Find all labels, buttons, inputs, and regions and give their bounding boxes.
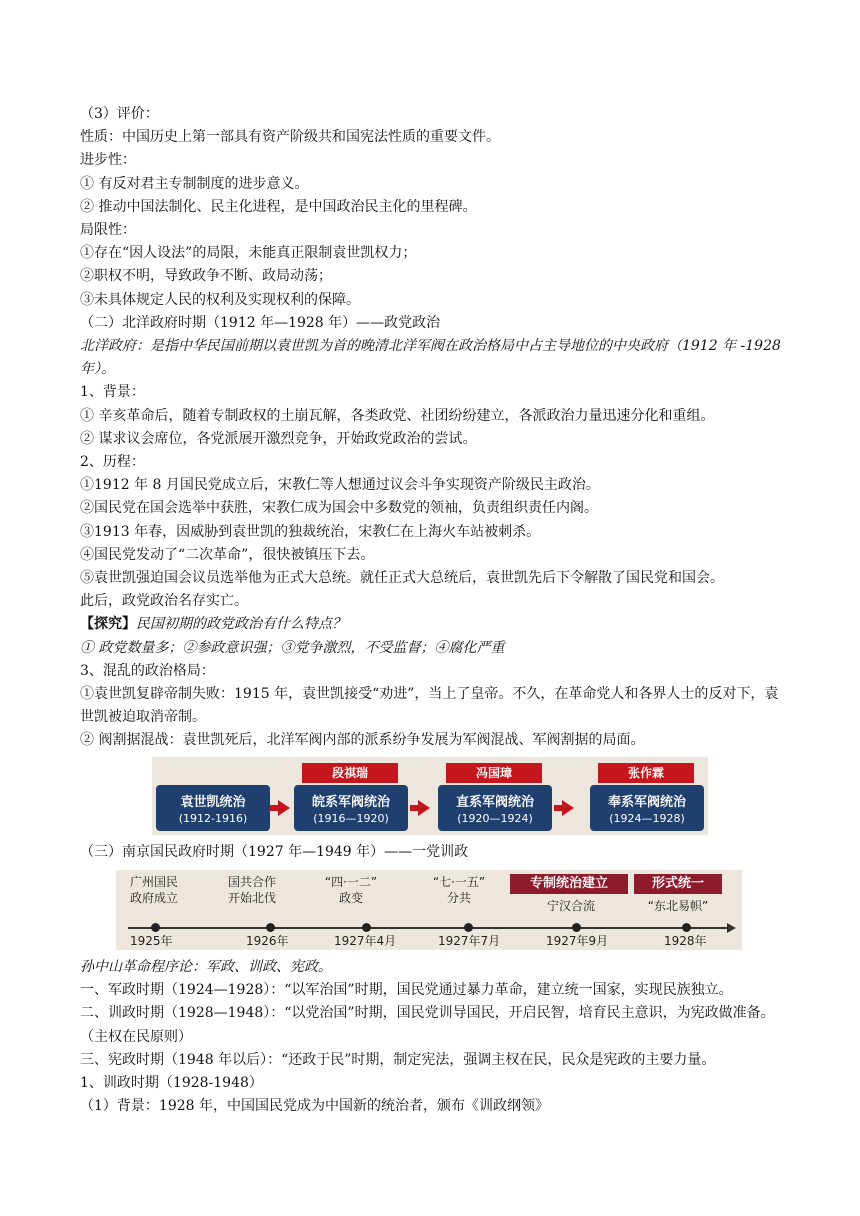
timeline-year: 1927年4月 xyxy=(334,933,397,948)
flow-box-zhili xyxy=(438,785,552,831)
flow-box-title: 奉系军阀统治 xyxy=(607,794,686,810)
text-line: ①袁世凯复辟帝制失败：1915 年，袁世凯接受“劝进”，当上了皇帝。不久，在革命党人和各界人士的反对下，袁世凯被迫取消帝制。 xyxy=(80,686,779,726)
timeline-event: 广州国民 政府成立 xyxy=(129,874,178,905)
text-line: ① 辛亥革命后，随着专制政权的土崩瓦解，各类政党、社团纷纷建立，各派政治力量迅速分化和重组。 xyxy=(80,407,715,424)
right-arrow-icon xyxy=(418,800,430,816)
document-page xyxy=(80,103,784,1118)
text-line: 1、训政时期（1928-1948） xyxy=(80,1074,263,1091)
timeline-dot xyxy=(266,923,275,932)
text-line: （1）背景：1928 年，中国国民党成为中国新的统治者，颁布《训政纲领》 xyxy=(80,1098,549,1115)
text-line: ④国民党发动了“二次革命”，很快被镇压下去。 xyxy=(80,546,375,563)
text-line: 此后，政党政治名存实亡。 xyxy=(80,593,248,610)
text-line: ①存在“因人设法”的局限，未能真正限制袁世凯权力； xyxy=(80,245,417,262)
flow-box-yuan xyxy=(156,785,270,831)
timeline-year: 1926年 xyxy=(246,933,289,948)
text-line: ③1913 年春，因威胁到袁世凯的独裁统治，宋教仁在上海火车站被刺杀。 xyxy=(80,523,541,540)
text-line: ② 谋求议会席位，各党派展开激烈竞争，开始政党政治的尝试。 xyxy=(80,430,477,447)
nanjing-timeline xyxy=(116,870,742,950)
text-line: （3）评价： xyxy=(80,106,159,122)
text-line: 孙中山革命程序论：军政、训政、宪政。 xyxy=(80,958,332,975)
flow-box-title: 直系军阀统治 xyxy=(455,794,534,810)
flow-tag-feng: 冯国璋 xyxy=(446,763,542,783)
timeline-year: 1927年9月 xyxy=(546,933,609,948)
flow-box-title: 袁世凯统治 xyxy=(180,794,246,810)
warlord-rule-flow-diagram xyxy=(152,757,708,835)
timeline-event: “东北易帜” xyxy=(647,898,709,913)
explore-question xyxy=(80,613,784,636)
text-line: 性质：中国历史上第一部具有资产阶级共和国宪法性质的重要文件。 xyxy=(80,129,500,146)
flow-box-fengtian xyxy=(590,785,704,831)
right-arrow-icon xyxy=(562,800,574,816)
timeline-event: 宁汉合流 xyxy=(546,898,595,913)
beiyang-definition: 北洋政府：是指中华民国前期以袁世凯为首的晚清北洋军阀在政治格局中占主导地位的中央政府（1912 年 -1928 年）。 xyxy=(80,338,781,378)
timeline-dot xyxy=(464,923,473,932)
text-line: 二、训政时期（1928—1948）：“以党治国”时期，国民党训导国民，开启民智，培育民主意识，为宪政做准备。（主权在民原则） xyxy=(80,1005,775,1045)
flow-tag-duan: 段祺瑞 xyxy=(302,763,398,783)
beiyang-section xyxy=(80,381,784,613)
timeline-event: “四·一二” 政变 xyxy=(324,874,378,905)
text-line: 进步性： xyxy=(80,152,136,169)
evaluation-section xyxy=(80,103,784,335)
text-line: 2、历程： xyxy=(80,454,145,471)
text-line: ⑤袁世凯强迫国会议员选举他为正式大总统。就任正式大总统后，袁世凯先后下令解散了国民党和国会。 xyxy=(80,570,724,587)
right-arrow-icon xyxy=(278,800,290,816)
text-line: ②国民党在国会选举中获胜，宋教仁成为国会中多数党的领袖，负责组织责任内阁。 xyxy=(80,500,598,517)
flow-box-title: 皖系军阀统治 xyxy=(311,794,390,810)
timeline-year: 1927年7月 xyxy=(438,933,501,948)
text-line: 1、背景： xyxy=(80,384,145,401)
timeline-dot xyxy=(572,923,581,932)
text-line: ② 推动中国法制化、民主化进程，是中国政治民主化的里程碑。 xyxy=(80,198,477,215)
timeline-axis xyxy=(128,927,728,929)
flow-box-period: (1916—1920) xyxy=(313,811,389,825)
explore-tag: 【探究】 xyxy=(80,616,136,633)
text-line: ① 有反对君主专制制度的进步意义。 xyxy=(80,175,309,192)
arrow-head-icon xyxy=(727,923,736,933)
flow-box-period: (1924—1928) xyxy=(609,811,685,825)
flow-box-period: (1920—1924) xyxy=(457,811,533,825)
nanjing-section xyxy=(80,956,784,1118)
text-line: ①1912 年 8 月国民党成立后，宋教仁等人想通过议会斗争实现资产阶级民主政治。 xyxy=(80,477,600,494)
timeline-dot xyxy=(682,923,691,932)
timeline-highlight: 形式统一 xyxy=(634,874,722,894)
timeline-year: 1928年 xyxy=(664,933,707,948)
timeline-event: 国共合作 开始北伐 xyxy=(227,874,276,905)
explore-answer: ① 政党数量多；②参政意识强；③党争激烈，不受监督；④腐化严重 xyxy=(80,639,505,656)
timeline-dot xyxy=(362,923,371,932)
explore-question-text: 民国初期的政党政治有什么特点？ xyxy=(136,616,346,633)
timeline-highlight: 专制统治建立 xyxy=(510,874,628,894)
timeline-dot xyxy=(151,923,160,932)
flow-box-period: (1912-1916) xyxy=(178,811,248,825)
timeline-event: “七·一五” 分共 xyxy=(432,874,486,905)
text-line: ② 阀割据混战：袁世凯死后，北洋军阀内部的派系纷争发展为军阀混战、军阀割据的局面。 xyxy=(80,732,645,749)
flow-tag-zhang: 张作霖 xyxy=(598,763,694,783)
flow-box-anhui xyxy=(294,785,408,831)
text-line: 3、混乱的政治格局： xyxy=(80,662,215,679)
section-heading: （三）南京国民政府时期（1927 年—1949 年）——一党训政 xyxy=(80,843,469,860)
text-line: ②职权不明，导致政争不断、政局动荡； xyxy=(80,268,332,285)
text-line: 三、宪政时期（1948 年以后）：“还政于民”时期，制定宪法，强调主权在民，民众是宪政的主要力量。 xyxy=(80,1051,716,1068)
section-heading: （二）北洋政府时期（1912 年—1928 年）——政党政治 xyxy=(80,314,441,331)
text-line: 局限性： xyxy=(80,222,136,239)
text-line: 一、军政时期（1924—1928）：“以军治国”时期，国民党通过暴力革命，建立统一国家，实现民族独立。 xyxy=(80,982,733,999)
political-chaos-section xyxy=(80,660,784,753)
text-line: ③未具体规定人民的权利及实现权利的保障。 xyxy=(80,291,360,308)
timeline-year: 1925年 xyxy=(130,933,173,948)
